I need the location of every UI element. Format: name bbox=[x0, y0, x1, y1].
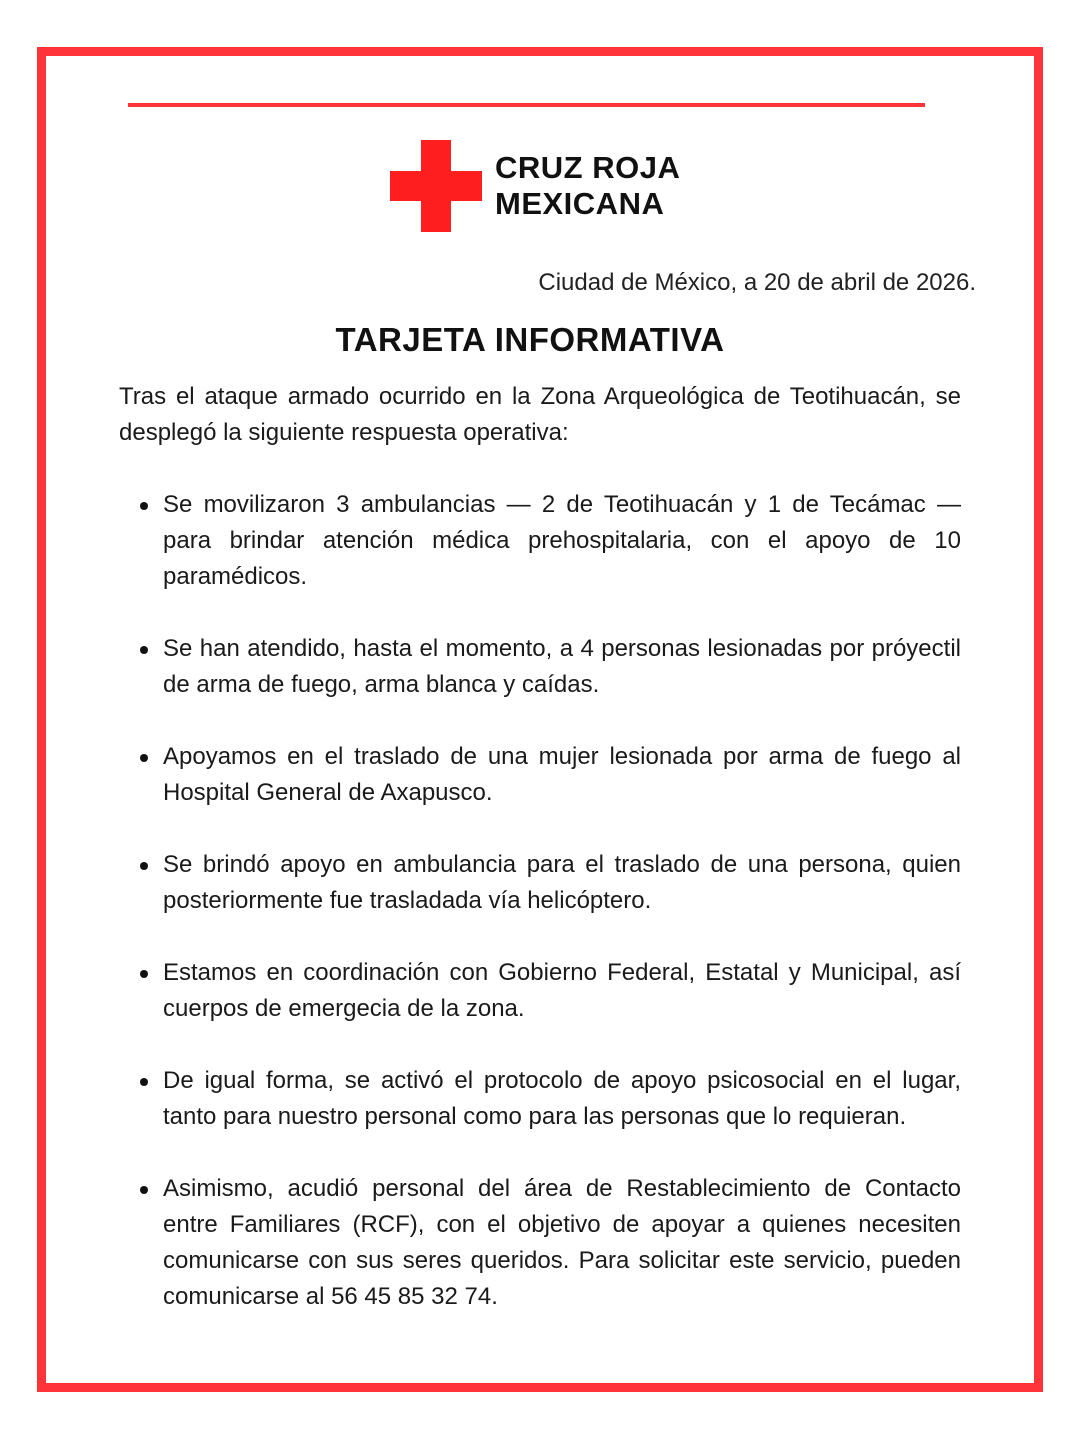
response-bullet-list bbox=[119, 487, 961, 1351]
bullet-text: Se movilizaron 3 ambulancias — 2 de Teotihuacán y 1 de Tecámac — para brindar atención médica prehospitalaria, con el apoyo de 10 paramédicos. bbox=[163, 491, 961, 590]
document-title: TARJETA INFORMATIVA bbox=[335, 321, 725, 358]
bullet-dot-icon bbox=[140, 862, 148, 870]
bullet-text: Apoyamos en el traslado de una mujer lesionada por arma de fuego al Hospital General de Axapusco. bbox=[163, 743, 961, 806]
bullet-item bbox=[119, 739, 961, 811]
logo-line-2: MEXICANA bbox=[495, 186, 665, 221]
header-divider bbox=[128, 103, 925, 107]
bullet-dot-icon bbox=[140, 1186, 148, 1194]
bullet-text: Estamos en coordinación con Gobierno Federal, Estatal y Municipal, así cuerpos de emergecia de la zona. bbox=[163, 959, 961, 1022]
bullet-dot-icon bbox=[140, 970, 148, 978]
logo-wordmark bbox=[495, 150, 680, 222]
bullet-text: Se brindó apoyo en ambulancia para el traslado de una persona, quien posteriormente fue trasladada vía helicóptero. bbox=[163, 851, 961, 914]
bullet-dot-icon bbox=[140, 754, 148, 762]
bullet-item bbox=[119, 631, 961, 703]
logo-line-1: CRUZ ROJA bbox=[495, 150, 681, 185]
bullet-item bbox=[119, 487, 961, 595]
bullet-item bbox=[119, 1063, 961, 1135]
bullet-text: Asimismo, acudió personal del área de Restablecimiento de Contacto entre Familiares (RCF), con el objetivo de apoyar a quienes necesiten comunicarse con sus seres queridos. Para solicitar este servicio, pueden comunicarse al 56 45 85 32 74. bbox=[163, 1175, 961, 1310]
bullet-item bbox=[119, 847, 961, 919]
cross-horizontal-bar bbox=[390, 171, 482, 201]
bullet-item bbox=[119, 1171, 961, 1315]
intro-paragraph: Tras el ataque armado ocurrido en la Zona Arqueológica de Teotihuacán, se desplegó la siguiente respuesta operativa: bbox=[119, 383, 961, 446]
bullet-dot-icon bbox=[140, 646, 148, 654]
bullet-dot-icon bbox=[140, 502, 148, 510]
bullet-item bbox=[119, 955, 961, 1027]
bullet-text: De igual forma, se activó el protocolo de apoyo psicosocial en el lugar, tanto para nuestro personal como para las personas que lo requieran. bbox=[163, 1067, 961, 1130]
bullet-dot-icon bbox=[140, 1078, 148, 1086]
document-date: Ciudad de México, a 20 de abril de 2026. bbox=[538, 269, 976, 296]
bullet-text: Se han atendido, hasta el momento, a 4 personas lesionadas por próyectil de arma de fuego, arma blanca y caídas. bbox=[163, 635, 961, 698]
cruz-roja-logo bbox=[390, 140, 690, 232]
